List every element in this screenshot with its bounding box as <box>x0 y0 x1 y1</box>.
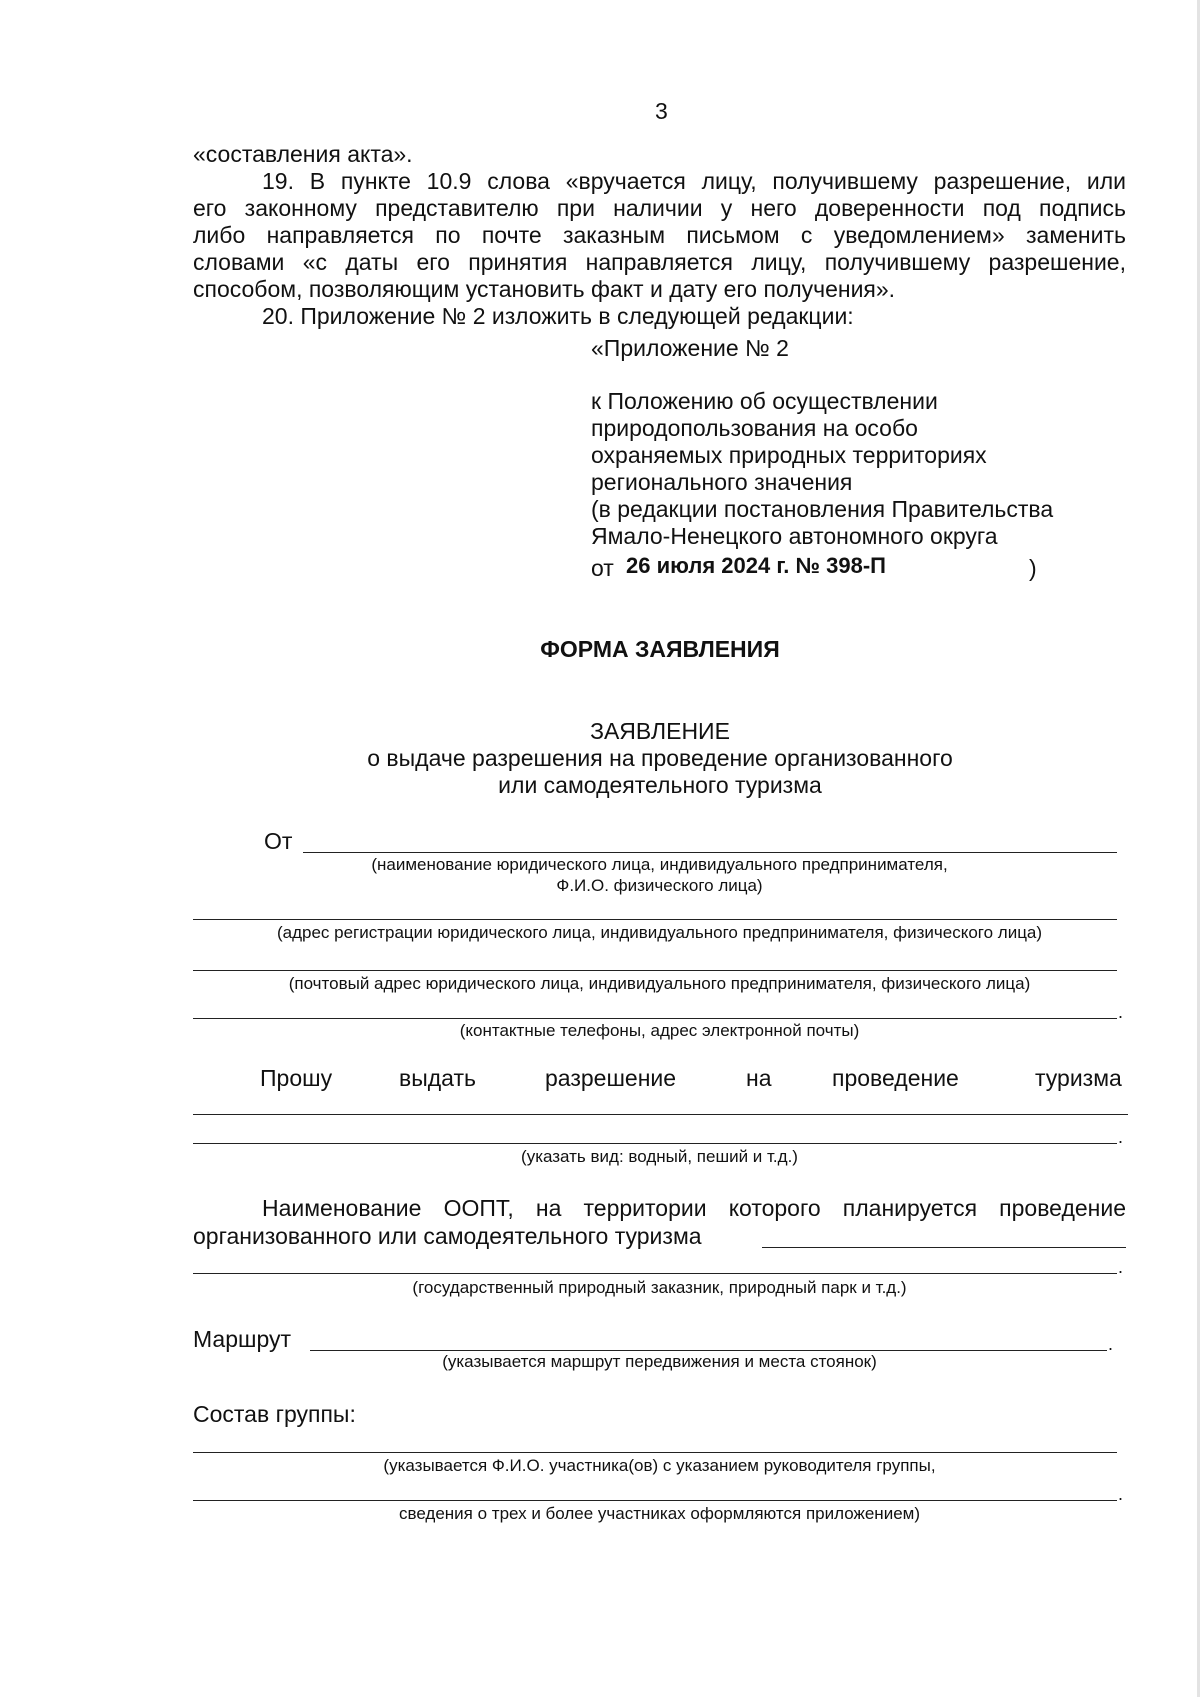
oopt-line: организованного или самодеятельного туризма <box>193 1223 702 1249</box>
postal-address-input-line[interactable] <box>193 970 1117 971</box>
period: . <box>1118 1484 1124 1504</box>
oopt-line: Наименование ООПТ, на территории которого планируется проведение <box>262 1195 1126 1221</box>
oopt-input-line-2[interactable] <box>193 1273 1117 1274</box>
oopt-input-line[interactable] <box>762 1247 1126 1248</box>
from-caption: Ф.И.О. физического лица) <box>556 876 763 895</box>
route-label: Маршрут <box>193 1326 292 1352</box>
from-caption: (наименование юридического лица, индивидуального предпринимателя, <box>371 855 948 874</box>
tourism-type-caption: (указать вид: водный, пеший и т.д.) <box>521 1147 798 1166</box>
group-caption: сведения о трех и более участниках оформляются приложением) <box>399 1504 920 1523</box>
period: . <box>1118 1127 1124 1147</box>
appendix-title: «Приложение № 2 <box>591 335 789 361</box>
application-subheading: о выдаче разрешения на проведение организованного <box>367 745 953 771</box>
contacts-caption: (контактные телефоны, адрес электронной почты) <box>459 1021 860 1040</box>
page-number: 3 <box>655 98 668 124</box>
period: . <box>1108 1334 1114 1354</box>
reg-address-input-line[interactable] <box>193 919 1117 920</box>
appendix-date-value: 26 июля 2024 г. № 398-П <box>626 553 886 578</box>
reg-address-caption: (адрес регистрации юридического лица, индивидуального предпринимателя, физического лица) <box>276 923 1043 942</box>
from-input-line[interactable] <box>303 852 1117 853</box>
item19-line: 19. В пункте 10.9 слова «вручается лицу, получившему разрешение, или <box>262 168 1126 194</box>
appendix-date-prefix: от <box>591 555 614 581</box>
application-heading: ЗАЯВЛЕНИЕ <box>590 718 730 744</box>
application-subheading: или самодеятельного туризма <box>498 772 822 798</box>
period: . <box>1118 1257 1124 1277</box>
request-word: на <box>746 1065 772 1091</box>
item19-line: словами «с даты его принятия направляется лицу, получившему разрешение, <box>193 249 1126 275</box>
appendix-line: (в редакции постановления Правительства <box>591 496 1054 522</box>
tourism-type-input-line[interactable] <box>193 1114 1128 1115</box>
route-input-line[interactable] <box>310 1350 1107 1351</box>
request-word: выдать <box>399 1065 476 1091</box>
oopt-caption: (государственный природный заказник, природный парк и т.д.) <box>412 1278 907 1297</box>
request-word: Прошу <box>260 1065 333 1091</box>
form-title: ФОРМА ЗАЯВЛЕНИЯ <box>540 636 780 662</box>
continuation-text: «составления акта». <box>193 141 413 167</box>
appendix-line: охраняемых природных территориях <box>591 442 987 468</box>
appendix-line: природопользования на особо <box>591 415 918 441</box>
appendix-line: Ямало-Ненецкого автономного округа <box>591 523 998 549</box>
request-word: туризма <box>1035 1065 1122 1091</box>
route-caption: (указывается маршрут передвижения и места стоянок) <box>442 1352 877 1371</box>
period: . <box>1118 1002 1124 1022</box>
item19-line: его законному представителю при наличии у него доверенности под подпись <box>193 195 1126 221</box>
request-word: проведение <box>832 1065 959 1091</box>
from-label: От <box>264 828 293 854</box>
item19-line: способом, позволяющим установить факт и дату его получения». <box>193 276 896 302</box>
item20-text: 20. Приложение № 2 изложить в следующей редакции: <box>262 303 854 329</box>
appendix-close-paren: ) <box>1029 555 1037 581</box>
request-word: разрешение <box>545 1065 677 1091</box>
group-input-line-2[interactable] <box>193 1500 1117 1501</box>
appendix-line: к Положению об осуществлении <box>591 388 938 414</box>
group-caption: (указывается Ф.И.О. участника(ов) с указанием руководителя группы, <box>383 1456 936 1475</box>
appendix-line: регионального значения <box>591 469 853 495</box>
group-input-line[interactable] <box>193 1452 1117 1453</box>
tourism-type-input-line-2[interactable] <box>193 1143 1117 1144</box>
item19-line: либо направляется по почте заказным письмом с уведомлением» заменить <box>193 222 1126 248</box>
group-label: Состав группы: <box>193 1401 356 1427</box>
postal-address-caption: (почтовый адрес юридического лица, индивидуального предпринимателя, физического лица) <box>288 974 1031 993</box>
contacts-input-line[interactable] <box>193 1018 1117 1019</box>
